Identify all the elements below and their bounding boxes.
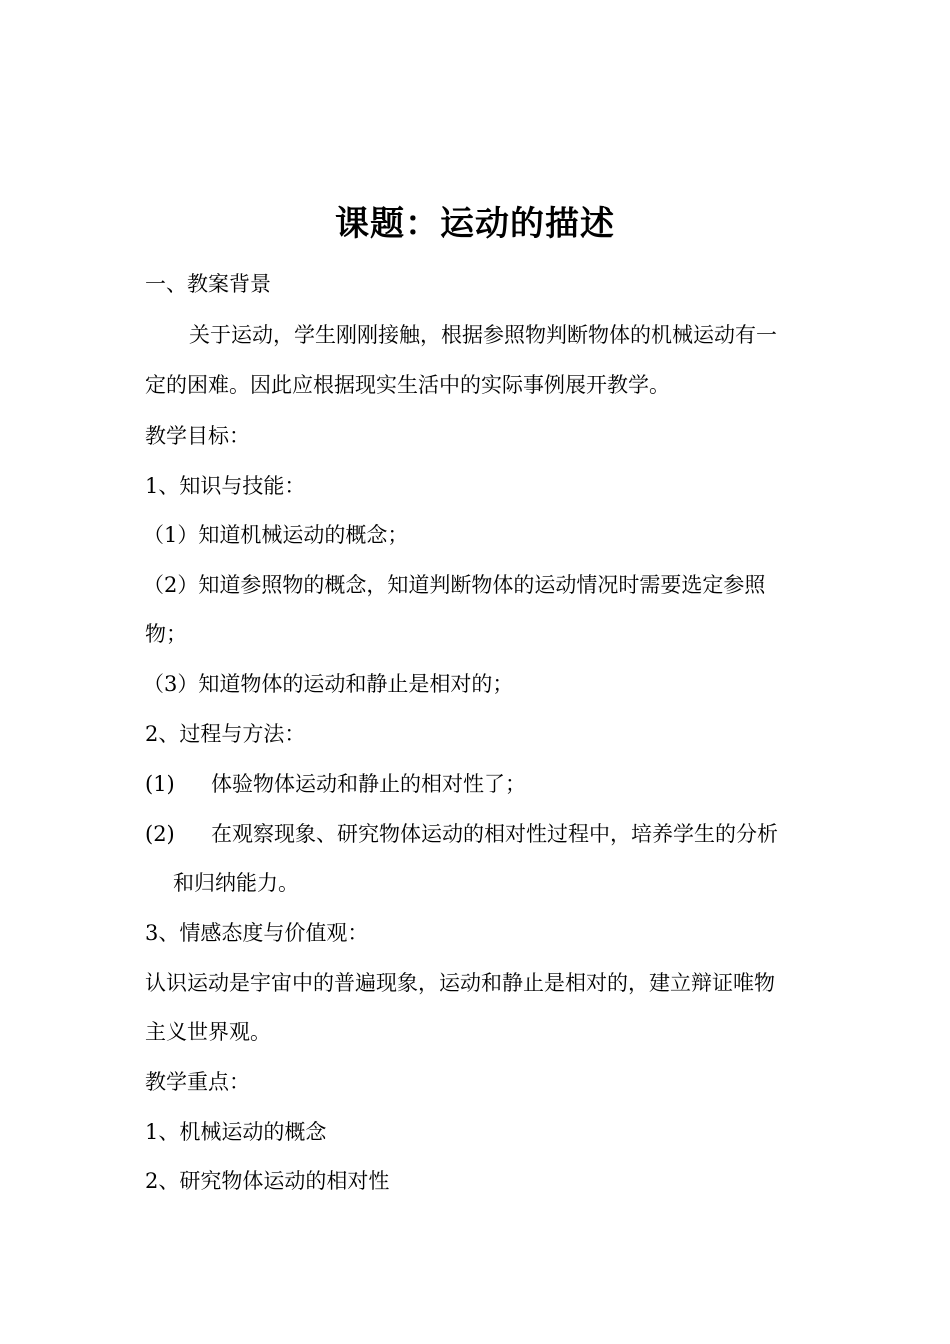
attitude-paragraph-line1: 认识运动是宇宙中的普遍现象，运动和静止是相对的，建立辩证唯物 xyxy=(145,971,775,995)
section-heading-background: 一、教案背景 xyxy=(145,272,271,296)
knowledge-item-3: （3）知道物体的运动和静止是相对的； xyxy=(143,672,514,696)
process-item-1-number: (1) xyxy=(145,772,175,796)
knowledge-heading: 1、知识与技能： xyxy=(145,474,306,498)
knowledge-item-1: （1）知道机械运动的概念； xyxy=(143,523,409,547)
knowledge-item-2-line2: 物； xyxy=(145,622,187,646)
process-item-1 xyxy=(145,769,526,799)
background-paragraph-line2: 定的困难。因此应根据现实生活中的实际事例展开教学。 xyxy=(145,373,670,397)
document-title: 课题：运动的描述 xyxy=(335,204,615,244)
process-item-2-text-line1: 在观察现象、研究物体运动的相对性过程中，培养学生的分析 xyxy=(211,822,778,846)
key-point-item-1: 1、机械运动的概念 xyxy=(145,1120,327,1144)
process-item-1-text: 体验物体运动和静止的相对性了； xyxy=(211,772,526,796)
background-paragraph-line1: 关于运动，学生刚刚接触，根据参照物判断物体的机械运动有一 xyxy=(189,323,777,347)
process-heading: 2、过程与方法： xyxy=(145,722,306,746)
process-item-2-number: (2) xyxy=(145,822,175,846)
process-item-2 xyxy=(145,819,778,849)
objectives-heading: 教学目标： xyxy=(145,424,250,448)
attitude-heading: 3、情感态度与价值观： xyxy=(145,921,369,945)
knowledge-item-2-line1: （2）知道参照物的概念，知道判断物体的运动情况时需要选定参照 xyxy=(143,573,766,597)
key-points-heading: 教学重点： xyxy=(145,1070,250,1094)
process-item-2-text-line2: 和归纳能力。 xyxy=(173,871,299,895)
key-point-item-2: 2、研究物体运动的相对性 xyxy=(145,1169,390,1193)
attitude-paragraph-line2: 主义世界观。 xyxy=(145,1020,271,1044)
